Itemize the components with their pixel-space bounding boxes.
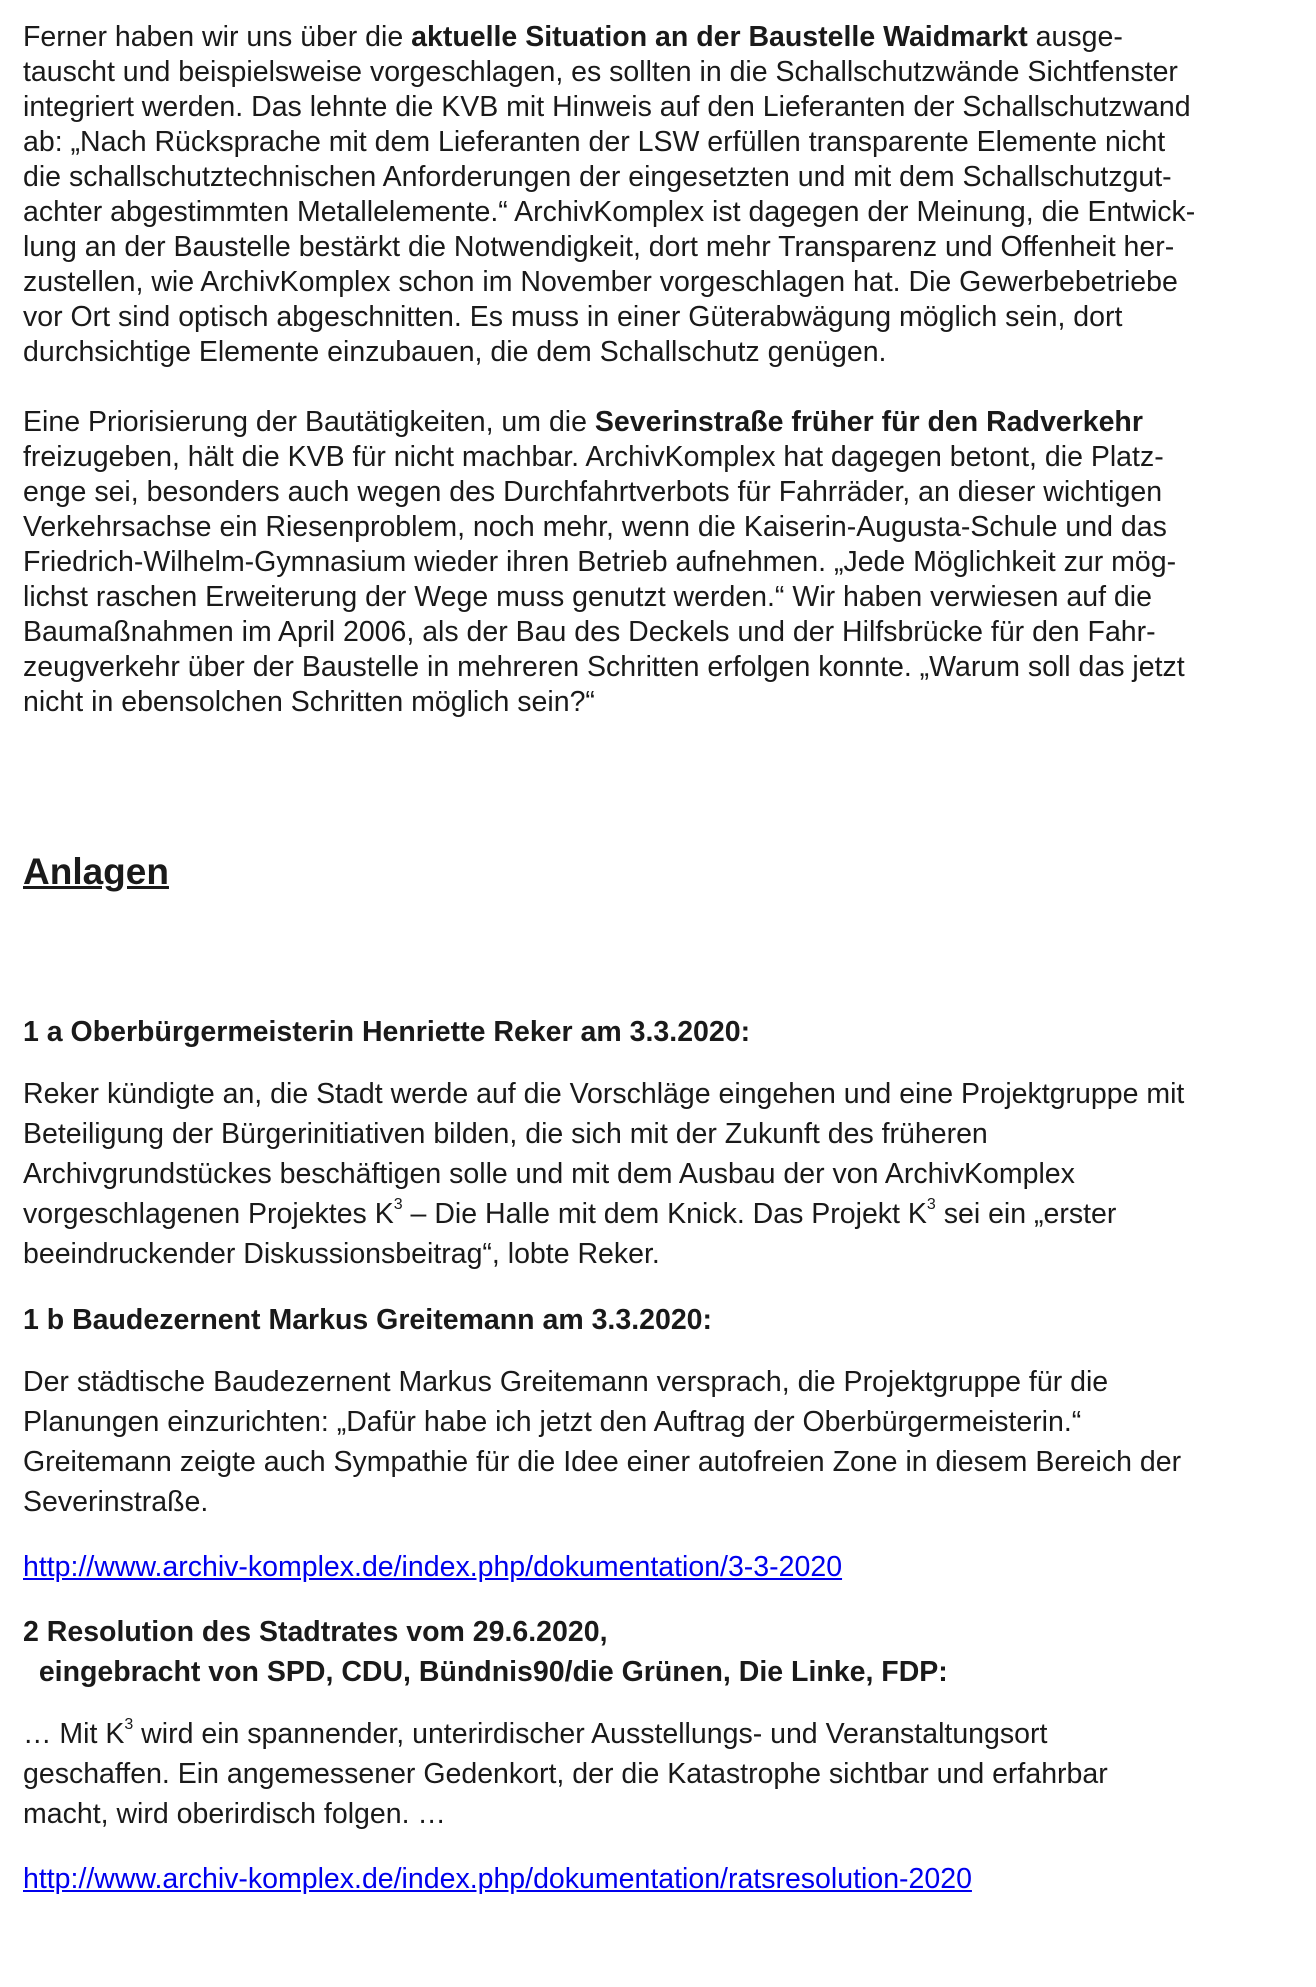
text-line: ab: „Nach Rücksprache mit dem Lieferanten der LSW erfüllen transparente Elemente nicht (23, 126, 1166, 158)
text-line: macht, wird oberirdisch folgen. … (23, 1798, 446, 1830)
document-page (23, 20, 1293, 1899)
paragraph-greitemann (23, 1362, 1293, 1522)
subheading-2 (23, 1612, 1293, 1692)
text-line: durchsichtige Elemente einzubauen, die dem Schallschutz genügen. (23, 336, 887, 368)
text-line: vorgeschlagenen Projektes $K^3$ – Die Halle mit dem Knick. Das Projekt $K^3$ sei ein „erster (23, 1195, 1117, 1230)
text-line: Ferner haben wir uns über die aktuelle Situation an der Baustelle Waidmarkt ausge- (23, 21, 1123, 53)
superscript: 3 (124, 1715, 134, 1733)
text-line: Verkehrsachse ein Riesenproblem, noch mehr, wenn die Kaiserin-Augusta-Schule und das (23, 511, 1167, 543)
section-heading-anlagen: Anlagen (23, 851, 169, 892)
bold-phrase: aktuelle Situation an der Baustelle Waidmarkt (411, 21, 1028, 53)
subheading-line: 2 Resolution des Stadtrates vom 29.6.2020, (23, 1616, 608, 1648)
text-line: Planungen einzurichten: „Dafür habe ich jetzt den Auftrag der Oberbürgermeisterin.“ (23, 1406, 1082, 1438)
text-line: Archivgrundstückes beschäftigen solle und mit dem Ausbau der von ArchivKomplex (23, 1158, 1075, 1190)
text-line: Eine Priorisierung der Bautätigkeiten, um die Severinstraße früher für den Radverkehr (23, 406, 1143, 438)
text-line: tauscht und beispielsweise vorgeschlagen, es sollten in die Schallschutzwände Sichtfenster (23, 56, 1178, 88)
text-line: freizugeben, hält die KVB für nicht machbar. ArchivKomplex hat dagegen betont, die Platz- (23, 441, 1164, 473)
text-line: beeindruckender Diskussionsbeitrag“, lobte Reker. (23, 1238, 660, 1270)
subheading-line: eingebracht von SPD, CDU, Bündnis90/die Grünen, Die Linke, FDP: (23, 1656, 948, 1688)
text-line: integriert werden. Das lehnte die KVB mit Hinweis auf den Lieferanten der Schallschutzwand (23, 91, 1191, 123)
paragraph-resolution (23, 1714, 1293, 1834)
text-line: … Mit $K^3$ wird ein spannender, unterirdischer Ausstellungs- und Veranstaltungsort (23, 1715, 1048, 1750)
text-line: Friedrich-Wilhelm-Gymnasium wieder ihren Betrieb aufnehmen. „Jede Möglichkeit zur mög- (23, 546, 1177, 578)
paragraph-severinstrasse (23, 405, 1293, 720)
text-line: lung an der Baustelle bestärkt die Notwendigkeit, dort mehr Transparenz und Offenheit her- (23, 231, 1175, 263)
text-line: Greitemann zeigte auch Sympathie für die Idee einer autofreien Zone in diesem Bereich der (23, 1446, 1182, 1478)
subheading-1b: 1 b Baudezernent Markus Greitemann am 3.3.2020: (23, 1304, 713, 1336)
text-line: die schallschutztechnischen Anforderungen der eingesetzten und mit dem Schallschutzgut- (23, 161, 1172, 193)
text-line: achter abgestimmten Metallelemente.“ ArchivKomplex ist dagegen der Meinung, die Entwick- (23, 196, 1196, 228)
link-ratsresolution-2020[interactable]: http://www.archiv-komplex.de/index.php/dokumentation/ratsresolution-2020 (23, 1863, 972, 1895)
link-dokumentation-3-3-2020[interactable]: http://www.archiv-komplex.de/index.php/dokumentation/3-3-2020 (23, 1551, 843, 1583)
paragraph-reker (23, 1074, 1293, 1274)
text-line: Beteiligung der Bürgerinitiativen bilden, die sich mit der Zukunft des früheren (23, 1118, 988, 1150)
text-line: Baumaßnahmen im April 2006, als der Bau des Deckels und der Hilfsbrücke für den Fahr- (23, 616, 1156, 648)
text-line: geschaffen. Ein angemessener Gedenkort, der die Katastrophe sichtbar und erfahrbar (23, 1758, 1108, 1790)
superscript: 3 (926, 1195, 936, 1213)
text-line: vor Ort sind optisch abgeschnitten. Es muss in einer Güterabwägung möglich sein, dort (23, 301, 1123, 333)
subheading-1a: 1 a Oberbürgermeisterin Henriette Reker am 3.3.2020: (23, 1016, 751, 1048)
text-line: Der städtische Baudezernent Markus Greitemann versprach, die Projektgruppe für die (23, 1366, 1109, 1398)
text-line: Severinstraße. (23, 1486, 209, 1518)
text-line: Reker kündigte an, die Stadt werde auf die Vorschläge eingehen und eine Projektgruppe mit (23, 1078, 1185, 1110)
paragraph-waidmarkt (23, 20, 1293, 370)
superscript: 3 (393, 1195, 403, 1213)
text-line: nicht in ebensolchen Schritten möglich sein?“ (23, 686, 595, 718)
text-line: enge sei, besonders auch wegen des Durchfahrtverbots für Fahrräder, an dieser wichtigen (23, 476, 1163, 508)
bold-phrase: Severinstraße früher für den Radverkehr (594, 406, 1143, 438)
text-line: zeugverkehr über der Baustelle in mehreren Schritten erfolgen konnte. „Warum soll das jetzt (23, 651, 1185, 683)
text-line: lichst raschen Erweiterung der Wege muss genutzt werden.“ Wir haben verwiesen auf die (23, 581, 1152, 613)
text-line: zustellen, wie ArchivKomplex schon im November vorgeschlagen hat. Die Gewerbebetriebe (23, 266, 1178, 298)
